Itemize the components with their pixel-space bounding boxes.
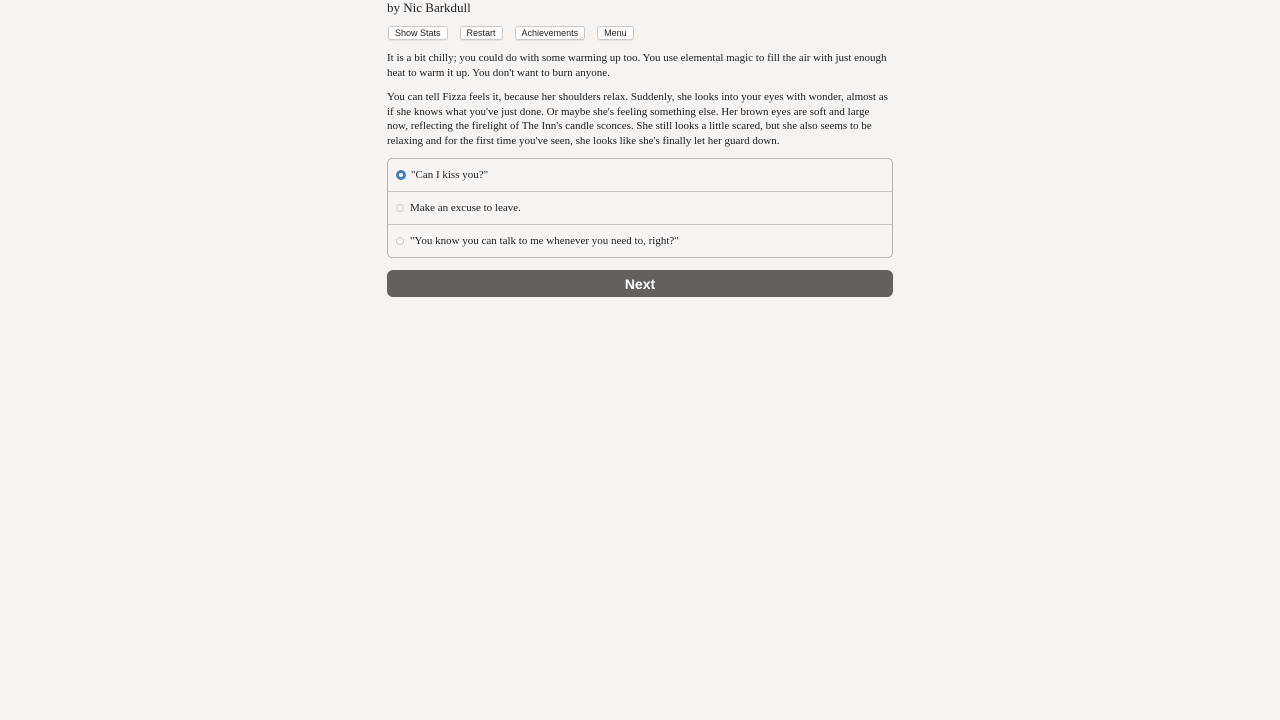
- choice-label: "You know you can talk to me whenever you need to, right?": [410, 235, 679, 247]
- story-text: [387, 51, 893, 148]
- story-paragraph: You can tell Fizza feels it, because her shoulders relax. Suddenly, she looks into your eyes with wonder, almost as if she knows what you've just done. Or maybe she's feeling something else. Her brown eyes are soft and large now, reflecting the firelight of The Inn's candle sconces. She still looks a little scared, but she also seems to be relaxing and for the first time you've seen, she looks like she's finally let her guard down.: [387, 91, 888, 147]
- radio-unselected-icon[interactable]: [396, 237, 404, 245]
- choice-label: "Can I kiss you?": [411, 169, 489, 181]
- author-byline: by Nic Barkdull: [387, 0, 471, 15]
- restart-button[interactable]: Restart: [460, 26, 503, 40]
- story-paragraph: It is a bit chilly; you could do with some warming up too. You use elemental magic to fill the air with just enough heat to warm it up. You don't want to burn anyone.: [387, 52, 887, 79]
- toolbar: [387, 26, 893, 40]
- choice-label: Make an excuse to leave.: [410, 202, 521, 214]
- choice-option-leave[interactable]: [388, 192, 892, 225]
- choice-option-kiss[interactable]: [388, 159, 892, 192]
- choice-option-talk[interactable]: [388, 225, 892, 257]
- radio-unselected-icon[interactable]: [396, 204, 404, 212]
- choice-list: [387, 158, 893, 258]
- game-page: [387, 0, 893, 297]
- menu-button[interactable]: Menu: [597, 26, 634, 40]
- radio-selected-icon[interactable]: [396, 170, 406, 180]
- next-button[interactable]: Next: [387, 270, 893, 297]
- achievements-button[interactable]: Achievements: [515, 26, 586, 40]
- show-stats-button[interactable]: Show Stats: [388, 26, 448, 40]
